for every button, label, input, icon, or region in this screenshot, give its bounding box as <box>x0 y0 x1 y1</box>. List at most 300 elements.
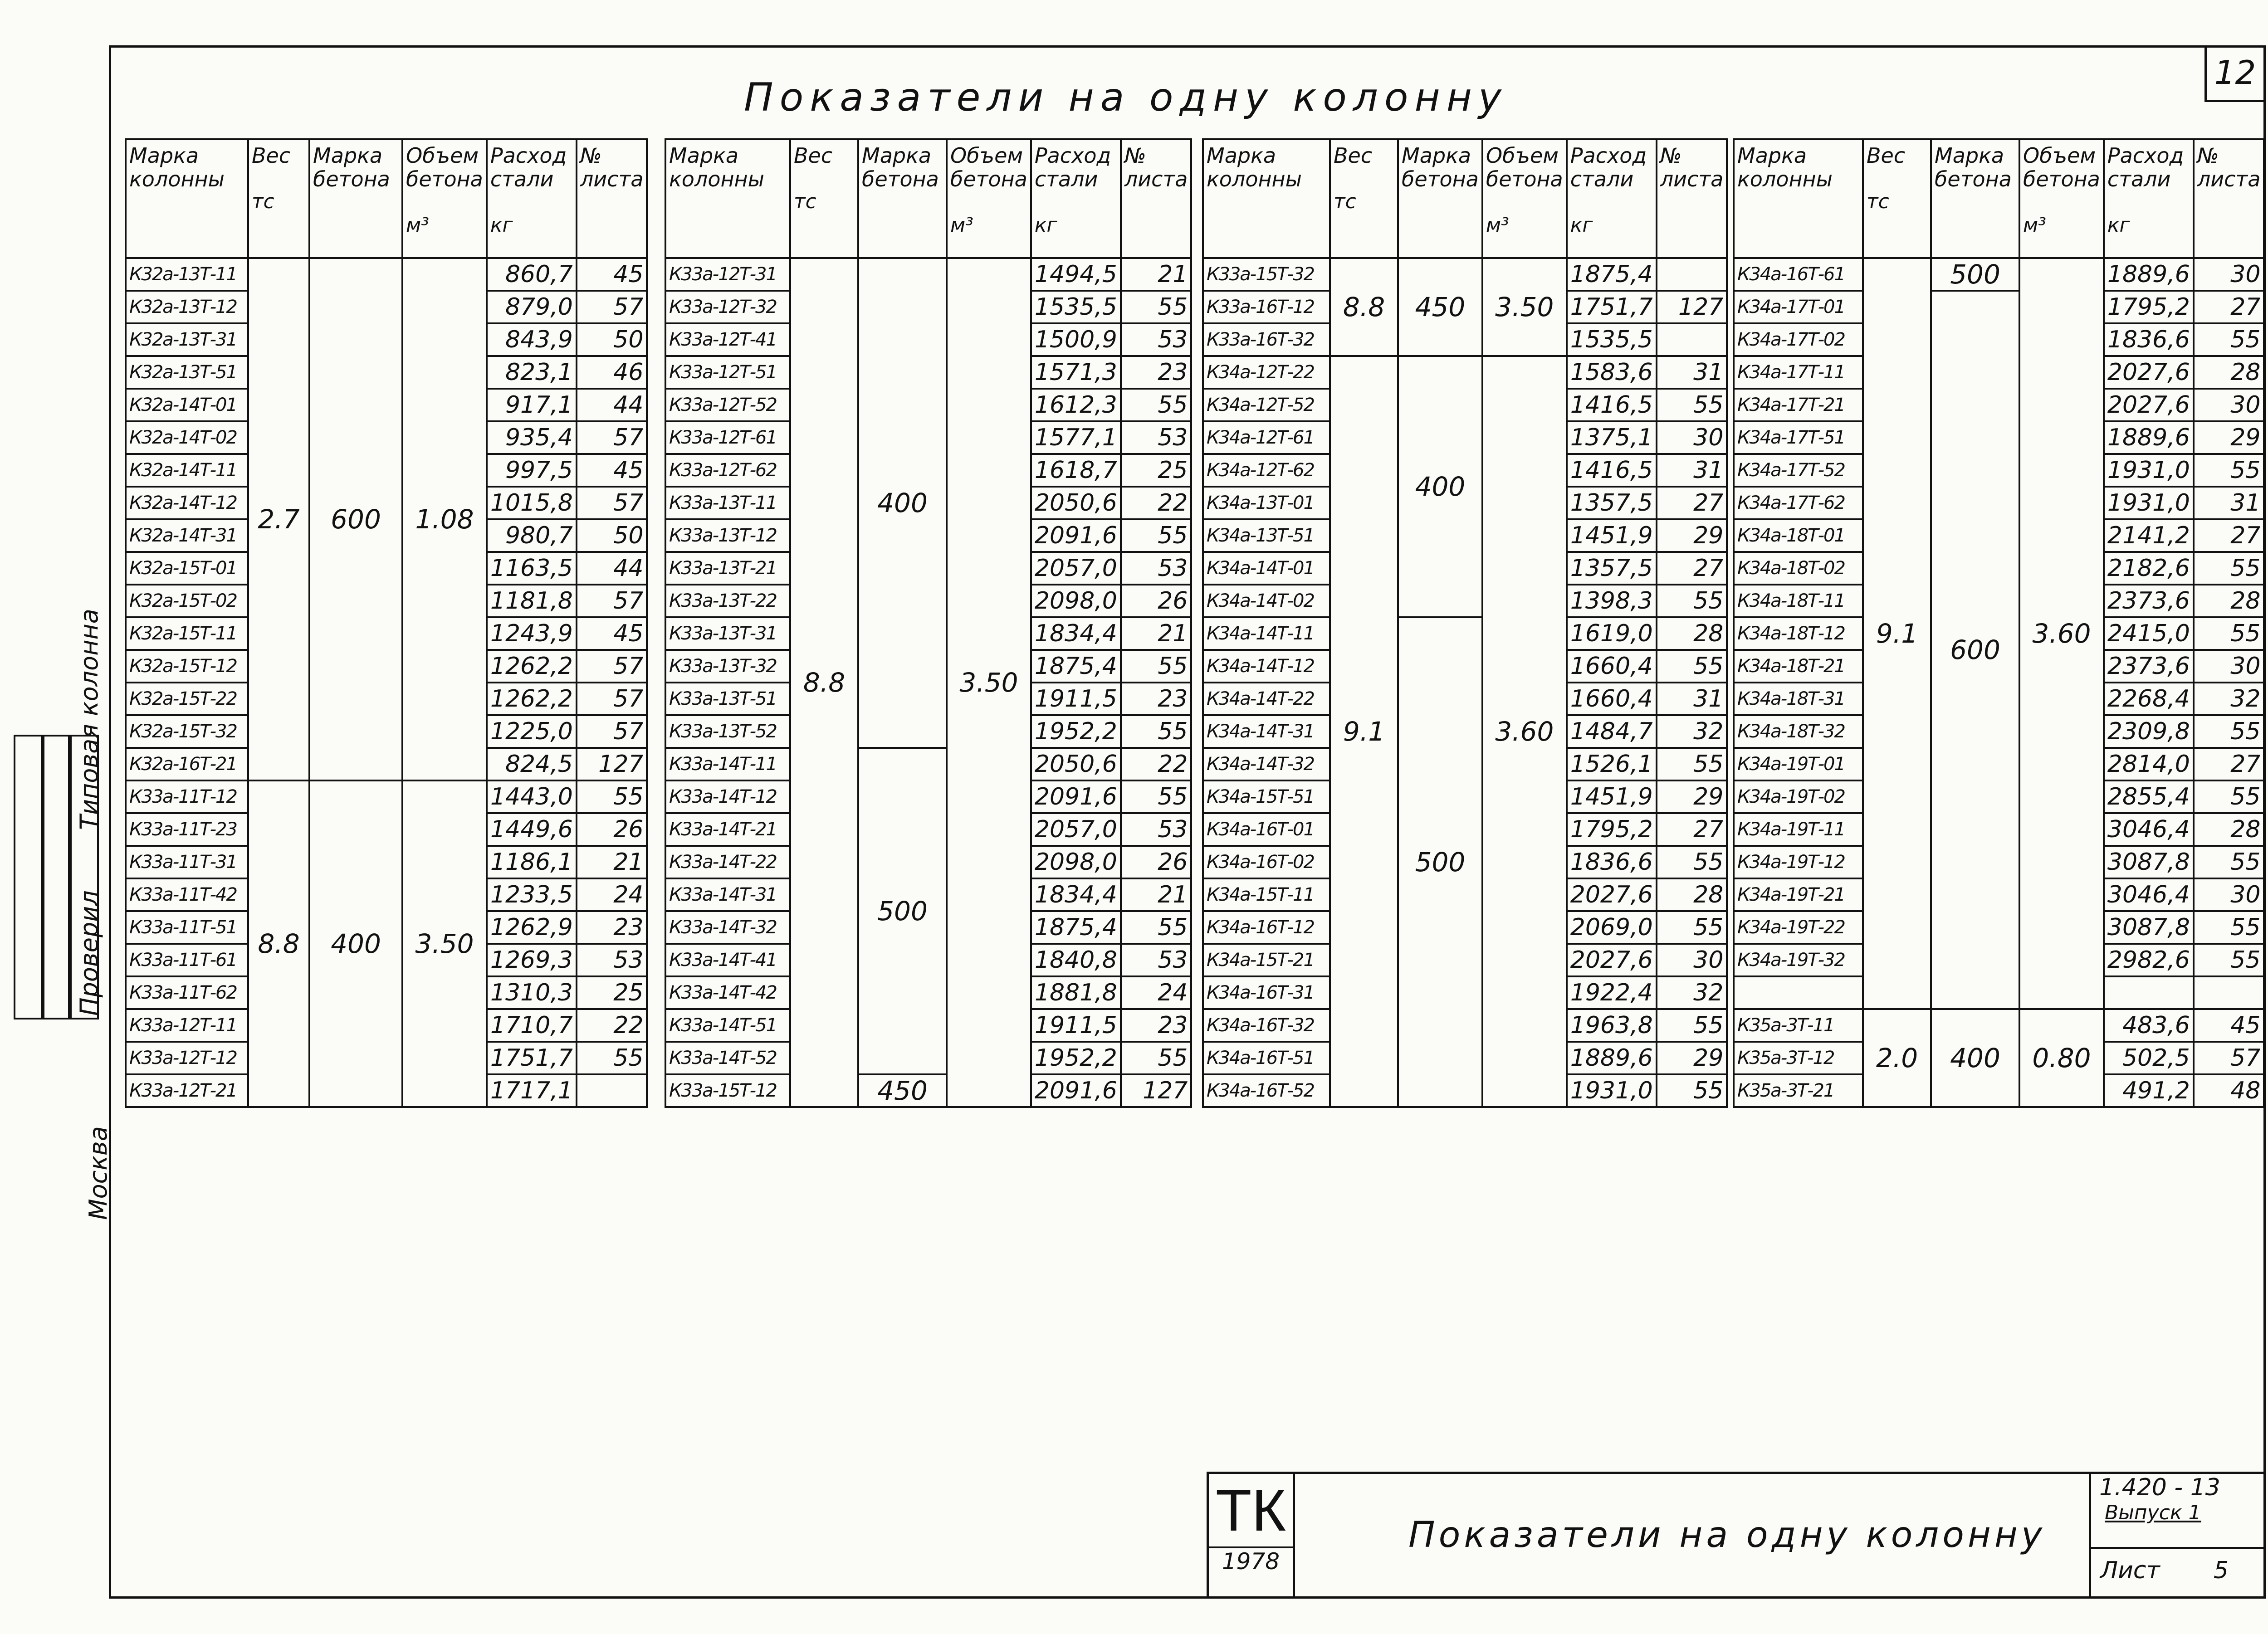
column-mark: К34а-12Т-22 <box>1203 356 1330 389</box>
sheet-number: 53 <box>1121 421 1192 454</box>
sheet-number: 45 <box>577 617 647 650</box>
steel-consumption: 1262,9 <box>487 911 577 944</box>
steel-consumption: 823,1 <box>487 356 577 389</box>
sheet-number: 27 <box>2194 748 2264 780</box>
sheet-number: 45 <box>2194 1009 2264 1042</box>
sheet-number: 23 <box>1121 1009 1192 1042</box>
column-mark: К34а-15Т-51 <box>1203 780 1330 813</box>
sheet-number: 27 <box>2194 519 2264 552</box>
sheet-number: 55 <box>1657 650 1727 683</box>
steel-consumption: 1310,3 <box>487 976 577 1009</box>
concrete-volume: 1.08 <box>402 258 487 780</box>
sheet-number: 25 <box>1121 454 1192 487</box>
column-mark: К34а-16Т-12 <box>1203 911 1330 944</box>
column-mark: К32а-16Т-21 <box>126 748 248 780</box>
steel-consumption: 1262,2 <box>487 650 577 683</box>
header-sheet: № листа <box>577 139 647 258</box>
stamp-title: Показатели на одну колонну <box>1408 1515 2046 1556</box>
sheet-number: 30 <box>1657 421 1727 454</box>
sheet-number: 22 <box>1121 487 1192 519</box>
column-mark: К34а-18Т-31 <box>1734 683 1863 715</box>
sheet-number: 55 <box>1121 1042 1192 1074</box>
column-mark: К34а-16Т-61 <box>1734 258 1863 291</box>
column-mark: К34а-16Т-01 <box>1203 813 1330 846</box>
steel-consumption: 1911,5 <box>1031 683 1121 715</box>
steel-consumption: 879,0 <box>487 291 577 323</box>
sheet-number: 55 <box>1121 291 1192 323</box>
column-mark: К34а-18Т-02 <box>1734 552 1863 585</box>
sheet-number: 29 <box>1657 780 1727 813</box>
column-mark: К34а-19Т-11 <box>1734 813 1863 846</box>
steel-consumption: 1618,7 <box>1031 454 1121 487</box>
steel-consumption: 1357,5 <box>1567 552 1657 585</box>
column-mark: К34а-17Т-01 <box>1734 291 1863 323</box>
sheet-number: 30 <box>2194 878 2264 911</box>
column-mark: К32а-15Т-22 <box>126 683 248 715</box>
sheet-number: 21 <box>1121 258 1192 291</box>
steel-consumption: 1243,9 <box>487 617 577 650</box>
steel-consumption: 1484,7 <box>1567 715 1657 748</box>
steel-consumption: 2141,2 <box>2104 519 2194 552</box>
steel-consumption: 1875,4 <box>1031 650 1121 683</box>
column-mark: К34а-19Т-32 <box>1734 944 1863 976</box>
sheet-number: 45 <box>577 258 647 291</box>
header-concrete: Марка бетона <box>1931 139 2019 258</box>
column-mark: К34а-14Т-01 <box>1203 552 1330 585</box>
column-mark: К33а-11Т-23 <box>126 813 248 846</box>
steel-consumption: 1619,0 <box>1567 617 1657 650</box>
sheet-number: 27 <box>1657 552 1727 585</box>
column-mark: К33а-13Т-31 <box>665 617 790 650</box>
sheet-number: 32 <box>1657 976 1727 1009</box>
steel-consumption: 2069,0 <box>1567 911 1657 944</box>
column-mark: К34а-12Т-52 <box>1203 389 1330 421</box>
concrete-grade: 400 <box>1398 356 1482 617</box>
steel-consumption: 2268,4 <box>2104 683 2194 715</box>
steel-consumption: 2855,4 <box>2104 780 2194 813</box>
column-mark: К32а-14Т-31 <box>126 519 248 552</box>
sheet-number: 55 <box>1657 389 1727 421</box>
sheet-number: 32 <box>1657 715 1727 748</box>
column-mark: К35а-3Т-12 <box>1734 1042 1863 1074</box>
sheet-number: 31 <box>2194 487 2264 519</box>
sheet-number: 21 <box>1121 878 1192 911</box>
concrete-grade: 450 <box>858 1074 947 1107</box>
sheet-number: 31 <box>1657 356 1727 389</box>
concrete-grade: 500 <box>1398 617 1482 1107</box>
column-mark: К32а-13Т-11 <box>126 258 248 291</box>
steel-consumption: 3087,8 <box>2104 911 2194 944</box>
steel-consumption: 917,1 <box>487 389 577 421</box>
steel-consumption: 2373,6 <box>2104 650 2194 683</box>
sheet-number: 55 <box>1657 1074 1727 1107</box>
sheet-number: 28 <box>1657 617 1727 650</box>
header-steel-label: Расход стали <box>1034 143 1111 191</box>
sheet-number: 23 <box>1121 683 1192 715</box>
column-mark: К34а-13Т-01 <box>1203 487 1330 519</box>
column-mark: К32а-13Т-31 <box>126 323 248 356</box>
column-mark: К33а-14Т-51 <box>665 1009 790 1042</box>
strip-cell <box>14 735 44 1019</box>
steel-consumption: 3046,4 <box>2104 813 2194 846</box>
steel-consumption: 2982,6 <box>2104 944 2194 976</box>
column-mark: К32а-15Т-32 <box>126 715 248 748</box>
sheet-number: 24 <box>577 878 647 911</box>
stamp-series: 1.420 - 13 <box>2099 1474 2220 1501</box>
steel-consumption: 1875,4 <box>1567 258 1657 291</box>
column-mark: К34а-17Т-52 <box>1734 454 1863 487</box>
sheet-number: 127 <box>1121 1074 1192 1107</box>
steel-consumption: 1717,1 <box>487 1074 577 1107</box>
steel-consumption: 1911,5 <box>1031 1009 1121 1042</box>
steel-consumption: 997,5 <box>487 454 577 487</box>
table-row <box>1203 617 1727 650</box>
column-mark: К34а-18Т-12 <box>1734 617 1863 650</box>
concrete-grade: 400 <box>1931 1009 2019 1107</box>
concrete-volume: 3.50 <box>947 258 1031 1107</box>
steel-consumption: 824,5 <box>487 748 577 780</box>
header-concrete: Марка бетона <box>1398 139 1482 258</box>
steel-consumption: 2182,6 <box>2104 552 2194 585</box>
steel-consumption: 3087,8 <box>2104 846 2194 878</box>
column-mark: К33а-13Т-52 <box>665 715 790 748</box>
sheet-number: 55 <box>2194 552 2264 585</box>
steel-consumption: 1931,0 <box>1567 1074 1657 1107</box>
sheet-number: 55 <box>2194 715 2264 748</box>
header-volume <box>947 139 1031 258</box>
column-mark: К33а-12Т-21 <box>126 1074 248 1107</box>
header-weight <box>1330 139 1398 258</box>
column-mark: К33а-13Т-22 <box>665 585 790 617</box>
steel-consumption: 1952,2 <box>1031 715 1121 748</box>
sheet-number: 30 <box>1657 944 1727 976</box>
steel-consumption: 1889,6 <box>1567 1042 1657 1074</box>
indicator-table <box>125 138 648 1108</box>
table-row <box>126 258 647 291</box>
sheet-number: 53 <box>577 944 647 976</box>
sheet-number: 29 <box>1657 1042 1727 1074</box>
steel-consumption: 1535,5 <box>1031 291 1121 323</box>
column-mark: К34а-12Т-61 <box>1203 421 1330 454</box>
steel-consumption: 1751,7 <box>1567 291 1657 323</box>
header-weight <box>790 139 858 258</box>
column-mark: К32а-15Т-11 <box>126 617 248 650</box>
steel-consumption: 491,2 <box>2104 1074 2194 1107</box>
header-weight-unit: тс <box>1867 190 1889 213</box>
column-mark: К33а-11Т-42 <box>126 878 248 911</box>
column-mark: К33а-12Т-51 <box>665 356 790 389</box>
sheet-number: 55 <box>1121 519 1192 552</box>
sheet-number: 28 <box>1657 878 1727 911</box>
steel-consumption: 1398,3 <box>1567 585 1657 617</box>
column-mark: К32а-13Т-51 <box>126 356 248 389</box>
steel-consumption: 1931,0 <box>2104 454 2194 487</box>
steel-consumption: 1357,5 <box>1567 487 1657 519</box>
column-mark: К33а-13Т-11 <box>665 487 790 519</box>
weight-value: 9.1 <box>1330 356 1398 1107</box>
column-mark: К34а-12Т-62 <box>1203 454 1330 487</box>
sheet-number: 55 <box>2194 780 2264 813</box>
column-mark: К34а-15Т-11 <box>1203 878 1330 911</box>
sheet-number: 55 <box>1121 911 1192 944</box>
sheet-number: 27 <box>2194 291 2264 323</box>
sheet-number: 55 <box>1657 911 1727 944</box>
column-mark: К33а-13Т-12 <box>665 519 790 552</box>
column-mark: К34а-16Т-51 <box>1203 1042 1330 1074</box>
table-row <box>665 748 1191 780</box>
table-row <box>1203 258 1727 291</box>
steel-consumption: 1535,5 <box>1567 323 1657 356</box>
steel-consumption: 935,4 <box>487 421 577 454</box>
sheet-number: 22 <box>1121 748 1192 780</box>
header-sheet: № листа <box>2194 139 2264 258</box>
sheet-number: 23 <box>1121 356 1192 389</box>
sheet-number: 44 <box>577 552 647 585</box>
steel-consumption: 483,6 <box>2104 1009 2194 1042</box>
column-mark: К34а-19Т-22 <box>1734 911 1863 944</box>
concrete-volume: 3.60 <box>1482 356 1567 1107</box>
concrete-grade: 500 <box>858 748 947 1074</box>
sheet-number: 53 <box>1121 813 1192 846</box>
steel-consumption: 1834,4 <box>1031 878 1121 911</box>
header-steel-unit: кг <box>1034 214 1057 237</box>
header-steel-unit: кг <box>2107 214 2130 237</box>
header-volume-label: Объем бетона <box>1486 143 1563 191</box>
sheet-number: 23 <box>577 911 647 944</box>
header-weight-label: Вес <box>1334 143 1373 168</box>
sheet-number: 55 <box>1121 650 1192 683</box>
column-mark: К34а-18Т-01 <box>1734 519 1863 552</box>
steel-consumption: 980,7 <box>487 519 577 552</box>
sheet-number: 30 <box>2194 389 2264 421</box>
stamp-org-cell <box>1209 1474 1295 1596</box>
header-volume-unit: м³ <box>950 214 973 237</box>
table-row <box>1734 1009 2264 1042</box>
steel-consumption: 2050,6 <box>1031 748 1121 780</box>
column-mark: К33а-12Т-32 <box>665 291 790 323</box>
weight-value: 8.8 <box>1330 258 1398 356</box>
column-mark: К33а-14Т-11 <box>665 748 790 780</box>
page-number: 12 <box>2204 45 2263 102</box>
steel-consumption: 1181,8 <box>487 585 577 617</box>
sheet-number: 55 <box>1657 846 1727 878</box>
header-steel <box>1031 139 1121 258</box>
header-sheet: № листа <box>1657 139 1727 258</box>
table-row <box>1203 356 1727 389</box>
sheet-number <box>1657 258 1727 291</box>
table-row <box>126 780 647 813</box>
weight-value: 2.7 <box>248 258 309 780</box>
column-mark: К32а-14Т-11 <box>126 454 248 487</box>
steel-consumption: 1931,0 <box>2104 487 2194 519</box>
sheet-number: 21 <box>577 846 647 878</box>
column-mark: К34а-17Т-02 <box>1734 323 1863 356</box>
header-steel-unit: кг <box>490 214 513 237</box>
steel-consumption: 843,9 <box>487 323 577 356</box>
sheet-number: 30 <box>2194 258 2264 291</box>
column-mark: К34а-14Т-32 <box>1203 748 1330 780</box>
steel-consumption: 2027,6 <box>2104 356 2194 389</box>
column-mark: К34а-18Т-21 <box>1734 650 1863 683</box>
left-title-strip <box>0 609 112 1594</box>
concrete-volume: 3.60 <box>2019 258 2104 1009</box>
page-title: Показатели на одну колонну <box>744 75 1508 120</box>
steel-consumption: 1875,4 <box>1031 911 1121 944</box>
steel-consumption: 1451,9 <box>1567 519 1657 552</box>
title-block <box>1207 1472 2263 1596</box>
sheet-number: 31 <box>1657 683 1727 715</box>
sheet-number: 57 <box>577 421 647 454</box>
steel-consumption: 1451,9 <box>1567 780 1657 813</box>
column-mark: К34а-19Т-12 <box>1734 846 1863 878</box>
steel-consumption <box>2104 976 2194 1009</box>
header-weight-label: Вес <box>794 143 833 168</box>
steel-consumption: 2027,6 <box>2104 389 2194 421</box>
header-volume-unit: м³ <box>1486 214 1509 237</box>
sheet-number: 55 <box>1121 780 1192 813</box>
column-mark: К33а-14Т-52 <box>665 1042 790 1074</box>
header-weight-label: Вес <box>1867 143 1906 168</box>
sheet-number: 48 <box>2194 1074 2264 1107</box>
sheet-number <box>2194 976 2264 1009</box>
column-mark: К33а-12Т-62 <box>665 454 790 487</box>
steel-consumption: 1233,5 <box>487 878 577 911</box>
column-mark: К32а-15Т-02 <box>126 585 248 617</box>
sheet-number: 22 <box>577 1009 647 1042</box>
sheet-number: 45 <box>577 454 647 487</box>
column-mark: К33а-12Т-12 <box>126 1042 248 1074</box>
concrete-grade: 400 <box>858 258 947 748</box>
steel-consumption: 1526,1 <box>1567 748 1657 780</box>
sheet-number: 21 <box>1121 617 1192 650</box>
steel-consumption: 1577,1 <box>1031 421 1121 454</box>
weight-value: 2.0 <box>1863 1009 1931 1107</box>
header-steel <box>2104 139 2194 258</box>
header-steel-label: Расход стали <box>2107 143 2184 191</box>
table-row <box>1734 291 2264 323</box>
steel-consumption: 1922,4 <box>1567 976 1657 1009</box>
steel-consumption: 2309,8 <box>2104 715 2194 748</box>
steel-consumption: 1225,0 <box>487 715 577 748</box>
sheet-number: 57 <box>577 683 647 715</box>
steel-consumption: 502,5 <box>2104 1042 2194 1074</box>
steel-consumption: 1836,6 <box>2104 323 2194 356</box>
column-mark: К33а-14Т-42 <box>665 976 790 1009</box>
concrete-volume: 0.80 <box>2019 1009 2104 1107</box>
header-weight <box>1863 139 1931 258</box>
concrete-grade: 600 <box>1931 291 2019 1009</box>
sheet-number: 57 <box>577 487 647 519</box>
weight-value: 8.8 <box>790 258 858 1107</box>
header-concrete: Марка бетона <box>858 139 947 258</box>
column-mark: К32а-14Т-02 <box>126 421 248 454</box>
steel-consumption: 1963,8 <box>1567 1009 1657 1042</box>
concrete-grade: 600 <box>309 258 402 780</box>
header-steel-label: Расход стали <box>490 143 567 191</box>
sheet-number: 25 <box>577 976 647 1009</box>
sheet-number: 24 <box>1121 976 1192 1009</box>
column-mark: К33а-14Т-31 <box>665 878 790 911</box>
steel-consumption: 2027,6 <box>1567 944 1657 976</box>
column-mark: К33а-13Т-21 <box>665 552 790 585</box>
column-mark: К34а-17Т-11 <box>1734 356 1863 389</box>
column-mark: К34а-17Т-62 <box>1734 487 1863 519</box>
steel-consumption: 2373,6 <box>2104 585 2194 617</box>
header-mark: Марка колонны <box>1203 139 1330 258</box>
header-mark: Марка колонны <box>1734 139 1863 258</box>
steel-consumption: 1834,4 <box>1031 617 1121 650</box>
column-mark: К34а-18Т-11 <box>1734 585 1863 617</box>
column-mark: К34а-15Т-21 <box>1203 944 1330 976</box>
steel-consumption: 1583,6 <box>1567 356 1657 389</box>
column-mark: К33а-12Т-52 <box>665 389 790 421</box>
sheet-number: 55 <box>1657 1009 1727 1042</box>
column-mark: К33а-11Т-12 <box>126 780 248 813</box>
column-mark: К34а-18Т-32 <box>1734 715 1863 748</box>
column-mark: К34а-14Т-12 <box>1203 650 1330 683</box>
steel-consumption: 1163,5 <box>487 552 577 585</box>
steel-consumption: 1269,3 <box>487 944 577 976</box>
steel-consumption: 1836,6 <box>1567 846 1657 878</box>
sheet-number: 57 <box>577 650 647 683</box>
steel-consumption: 1889,6 <box>2104 421 2194 454</box>
sheet-number: 55 <box>1657 748 1727 780</box>
header-steel <box>487 139 577 258</box>
column-mark: К33а-11Т-31 <box>126 846 248 878</box>
column-mark <box>1734 976 1863 1009</box>
column-mark: К34а-13Т-51 <box>1203 519 1330 552</box>
steel-consumption: 3046,4 <box>2104 878 2194 911</box>
column-mark: К33а-14Т-22 <box>665 846 790 878</box>
concrete-grade: 450 <box>1398 258 1482 356</box>
steel-consumption: 1571,3 <box>1031 356 1121 389</box>
strip-cell <box>41 735 72 1019</box>
steel-consumption: 1795,2 <box>1567 813 1657 846</box>
column-mark: К34а-19Т-21 <box>1734 878 1863 911</box>
sheet-number: 53 <box>1121 944 1192 976</box>
header-volume-label: Объем бетона <box>406 143 483 191</box>
steel-consumption: 1186,1 <box>487 846 577 878</box>
sheet-number: 55 <box>2194 846 2264 878</box>
sheet-number: 27 <box>1657 813 1727 846</box>
sheet-number: 29 <box>1657 519 1727 552</box>
strip-label-checked: Проверил <box>75 890 103 1016</box>
header-volume-unit: м³ <box>406 214 429 237</box>
stamp-year: 1978 <box>1209 1546 1293 1575</box>
sheet-number: 57 <box>577 715 647 748</box>
weight-value: 9.1 <box>1863 258 1931 1009</box>
column-mark: К33а-14Т-12 <box>665 780 790 813</box>
sheet-number: 55 <box>2194 617 2264 650</box>
sheet-number: 31 <box>1657 454 1727 487</box>
column-mark: К34а-16Т-31 <box>1203 976 1330 1009</box>
column-mark: К34а-14Т-22 <box>1203 683 1330 715</box>
sheet-number: 55 <box>2194 911 2264 944</box>
stamp-sheet-label: Лист <box>2100 1557 2160 1584</box>
column-mark: К34а-16Т-32 <box>1203 1009 1330 1042</box>
table-row <box>665 1074 1191 1107</box>
column-mark: К34а-19Т-02 <box>1734 780 1863 813</box>
column-mark: К32а-14Т-12 <box>126 487 248 519</box>
column-mark: К33а-13Т-51 <box>665 683 790 715</box>
sheet-number: 26 <box>577 813 647 846</box>
sheet-number: 53 <box>1121 552 1192 585</box>
indicator-table <box>665 138 1192 1108</box>
steel-consumption: 1751,7 <box>487 1042 577 1074</box>
header-weight-unit: тс <box>794 190 816 213</box>
column-mark: К33а-11Т-62 <box>126 976 248 1009</box>
concrete-volume: 3.50 <box>1482 258 1567 356</box>
